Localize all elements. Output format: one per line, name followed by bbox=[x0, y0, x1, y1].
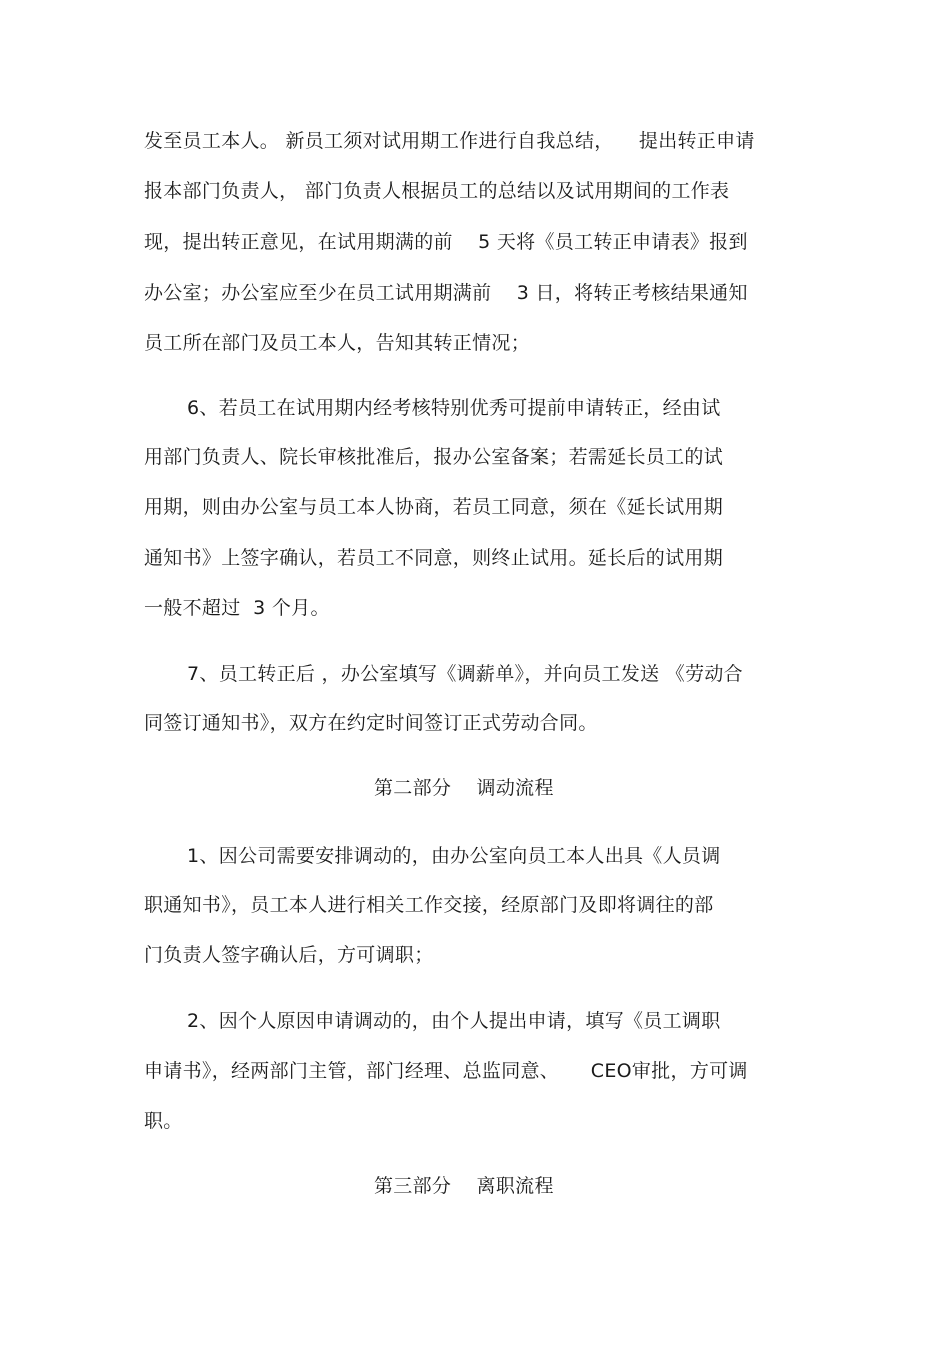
paragraph-line: 发至员工本人。 新员工须对试用期工作进行自我总结， 提出转正申请 bbox=[144, 130, 755, 152]
paragraph-line: 办公室；办公室应至少在员工试用期满前 3 日，将转正考核结果通知 bbox=[144, 282, 748, 304]
paragraph-line: 职。 bbox=[144, 1110, 183, 1132]
paragraph-line: 用期，则由办公室与员工本人协商，若员工同意，须在《延长试用期 bbox=[144, 496, 724, 518]
paragraph-line: 员工所在部门及员工本人，告知其转正情况； bbox=[144, 332, 531, 354]
paragraph-line: 2、因个人原因申请调动的，由个人提出申请，填写《员工调职 bbox=[187, 1010, 721, 1032]
paragraph-line: 申请书》，经两部门主管，部门经理、总监同意、 CEO审批，方可调 bbox=[144, 1060, 748, 1082]
paragraph-line: 报本部门负责人， 部门负责人根据员工的总结以及试用期间的工作表 bbox=[144, 180, 730, 202]
paragraph-line: 1、因公司需要安排调动的，由办公室向员工本人出具《人员调 bbox=[187, 845, 721, 867]
section-heading: 第三部分 离职流程 bbox=[374, 1175, 554, 1197]
paragraph-line: 同签订通知书》，双方在约定时间签订正式劳动合同。 bbox=[144, 712, 598, 734]
paragraph-line: 用部门负责人、院长审核批准后，报办公室备案；若需延长员工的试 bbox=[144, 446, 724, 468]
section-heading: 第二部分 调动流程 bbox=[374, 777, 554, 799]
paragraph-line: 7、员工转正后 ，办公室填写《调薪单》，并向员工发送 《劳动合 bbox=[187, 663, 743, 685]
paragraph-line: 通知书》上签字确认，若员工不同意，则终止试用。延长后的试用期 bbox=[144, 547, 724, 569]
paragraph-line: 一般不超过 3 个月。 bbox=[144, 597, 330, 619]
paragraph-line: 6、若员工在试用期内经考核特别优秀可提前申请转正，经由试 bbox=[187, 397, 721, 419]
paragraph-line: 现，提出转正意见，在试用期满的前 5 天将《员工转正申请表》报到 bbox=[144, 231, 748, 253]
paragraph-line: 门负责人签字确认后，方可调职； bbox=[144, 944, 434, 966]
paragraph-line: 职通知书》，员工本人进行相关工作交接，经原部门及即将调往的部 bbox=[144, 894, 714, 916]
